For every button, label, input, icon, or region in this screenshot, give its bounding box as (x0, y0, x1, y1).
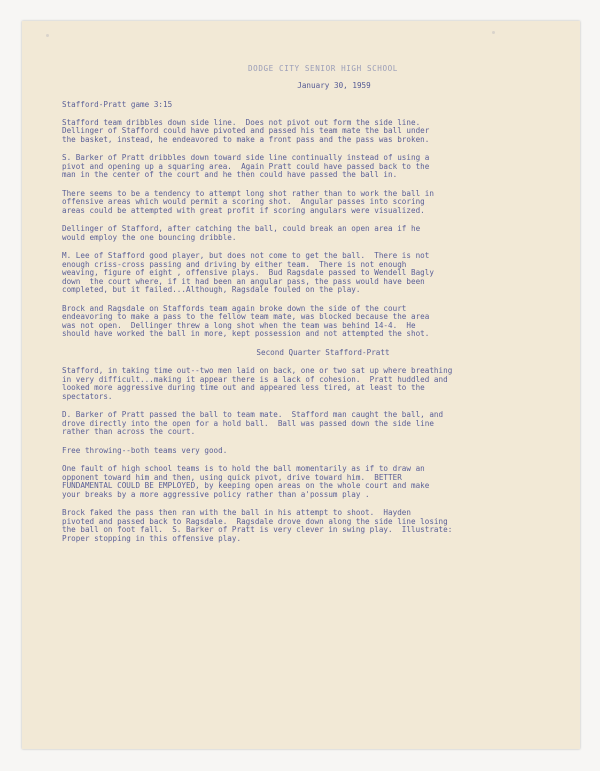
school-header: DODGE CITY SENIOR HIGH SCHOOL (248, 64, 398, 73)
game-title: Stafford-Pratt game 3:15 (62, 100, 173, 109)
paper-speck (46, 34, 49, 37)
paragraph: Free throwing--both teams very good. (62, 445, 228, 455)
section-title: Second Quarter Stafford-Pratt (256, 347, 390, 357)
paragraph: Brock and Ragsdale on Staffords team again broke down the side of the court endeavoring to make a pass to the fellow team mate, was blocked because the area was not open. Dellinger threw a long shot when the team was behind 14-4. He should have worked the ball in more, kept possession and not attempted the shot. (62, 303, 430, 338)
paper-page (22, 21, 580, 749)
paragraph: M. Lee of Stafford good player, but does not come to get the ball. There is not enough criss-cross passing and driving by either team. There is not enough weaving, figure of eight , offensive plays. Bud Ragsdale passed to Wendell Bagly down the court where, if it had been an angular pass, the pass would have been completed, but it failed...Although, Ragsdale fouled on the play. (62, 251, 434, 294)
paragraph: Brock faked the pass then ran with the ball in his attempt to shoot. Hayden pivoted and passed back to Ragsdale. Ragsdale drove down along the side line losing the ball on foot fall. S. Barker of Pratt is very clever in swing play. Illustrate: Proper stopping in this offensive play. (62, 508, 453, 543)
document-date: January 30, 1959 (297, 80, 371, 90)
paragraph: Stafford team dribbles down side line. Does not pivot out form the side line. Dellinger of Stafford could have pivoted and passed his team mate the ball under the basket, instead, he endeavored to make a front pass and the pass was broken. (62, 117, 430, 144)
paragraph: One fault of high school teams is to hold the ball momentarily as if to draw an opponent toward him and then, using quick pivot, drive toward him. BETTER FUNDAMENTAL COULD BE EMPLOYED, by keeping open areas on the whole court and make your breaks by a more aggressive policy rather than a'possum play . (62, 464, 430, 499)
paragraph: There seems to be a tendency to attempt long shot rather than to work the ball in offensive areas which would permit a scoring shot. Angular passes into scoring areas could be attempted with great profit if scoring angulars were visualized. (62, 188, 434, 215)
paragraph: D. Barker of Pratt passed the ball to team mate. Stafford man caught the ball, and drove directly into the open for a hold ball. Ball was passed down the side line rather than across the court. (62, 410, 444, 436)
typed-document (62, 65, 560, 543)
paragraph: Dellinger of Stafford, after catching the ball, could break an open area if he would employ the one bouncing dribble. (62, 224, 421, 242)
paper-speck (492, 31, 495, 34)
paragraph: S. Barker of Pratt dribbles down toward side line continually instead of using a pivot and opening up a squaring area. Again Pratt could have passed back to the man in the center of the court and he then could have passed the ball in. (62, 153, 430, 179)
paragraph: Stafford, in taking time out--two men laid on back, one or two sat up where breathing in very difficult...making it appear there is a lack of cohesion. Pratt huddled and looked more aggressive during time out and appeared less tired, at least to the spectators. (62, 366, 453, 401)
